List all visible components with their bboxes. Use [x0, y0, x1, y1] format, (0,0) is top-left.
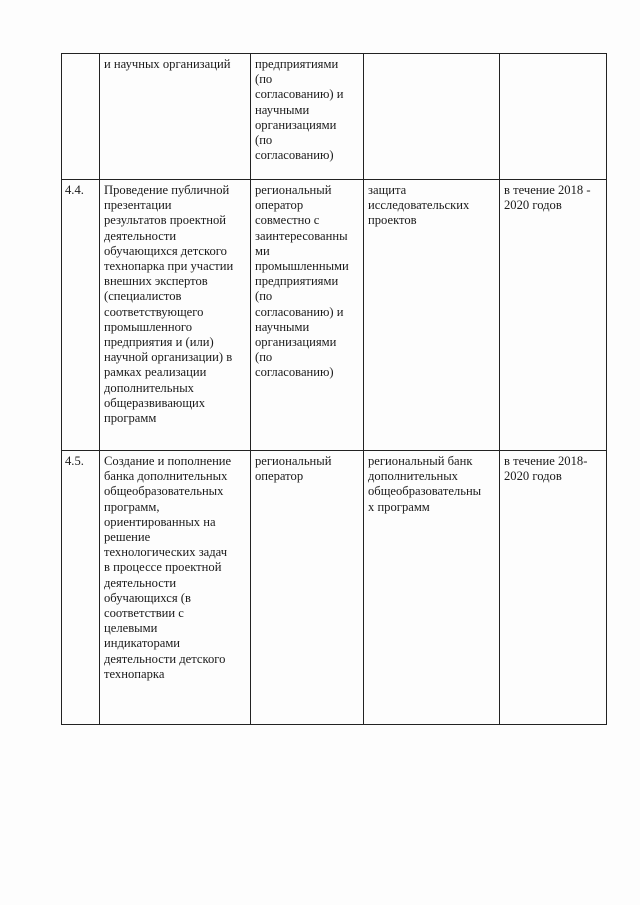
table-row	[62, 451, 607, 725]
deadline: в течение 2018 - 2020 годов	[504, 183, 591, 213]
result-cell	[364, 451, 500, 725]
row-number-cell	[62, 451, 100, 725]
plan-table	[61, 53, 607, 725]
table-row	[62, 180, 607, 451]
row-number-cell	[62, 180, 100, 451]
term-cell	[500, 451, 607, 725]
expected-result: защита исследовательских проектов	[368, 183, 470, 228]
responsible-party: предприятиями (по согласованию) и научными организациями (по согласованию)	[255, 57, 344, 163]
row-number: 4.4.	[65, 183, 84, 197]
activity-name: Создание и пополнение банка дополнительных общеобразовательных программ, ориентированных на решение технологических задач в процессе проектной деятельности обучающихся (в соответствии с целевыми индикаторами деятельности детского технопарка	[104, 454, 232, 681]
term-cell	[500, 180, 607, 451]
responsible-cell	[251, 54, 364, 180]
responsible-cell	[251, 180, 364, 451]
activity-name: Проведение публичной презентации результатов проектной деятельности обучающихся детского технопарка при участии внешних экспертов (специалистов соответствующего промышленного предприятия и (или) научной организации) в рамках реализации дополнительных общеразвивающих программ	[104, 183, 234, 426]
term-cell	[500, 54, 607, 180]
responsible-party: региональный оператор	[255, 454, 332, 484]
activity-name-cell	[100, 451, 251, 725]
responsible-cell	[251, 451, 364, 725]
deadline: в течение 2018- 2020 годов	[504, 454, 588, 484]
result-cell	[364, 180, 500, 451]
responsible-party: региональный оператор совместно с заинтересованны ми промышленными предприятиями (по согласованию) и научными организациями (по согласованию)	[255, 183, 349, 380]
expected-result: региональный банк дополнительных общеобразовательны х программ	[368, 454, 482, 514]
activity-name-cell	[100, 54, 251, 180]
row-number-cell	[62, 54, 100, 180]
row-number: 4.5.	[65, 454, 84, 468]
table-row	[62, 54, 607, 180]
result-cell	[364, 54, 500, 180]
activity-name: и научных организаций	[104, 57, 231, 71]
activity-name-cell	[100, 180, 251, 451]
